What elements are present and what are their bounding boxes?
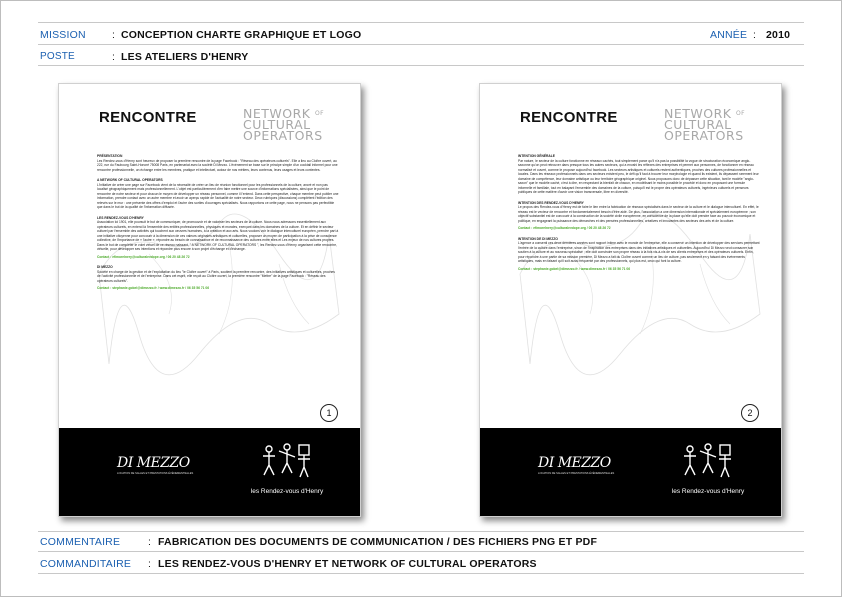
page-title: RENCONTRE <box>520 109 618 126</box>
divider <box>38 531 804 532</box>
rendez-vous-wordmark: les Rendez-vous d'Henry <box>671 488 745 495</box>
colon: : <box>148 558 151 570</box>
section-heading: INTENTION DES RENDEZ-VOUS D'HENRY <box>518 200 584 205</box>
rendez-vous-logo <box>658 441 758 495</box>
year-value: 2010 <box>766 29 791 41</box>
contact-line: Contact : stephanie.gobel@dimezzo.fr / www.dimezzo.fr / 06 35 56 71 06 <box>518 266 631 271</box>
colon: : <box>112 29 115 41</box>
logo-line: CULTURAL <box>664 117 732 132</box>
divider <box>38 551 804 552</box>
logo-line: NETWORK <box>664 106 732 121</box>
section-heading: A NETWORK OF CULTURAL OPERATORS <box>97 178 163 182</box>
flyer-footer <box>59 431 360 516</box>
dimezzo-logo <box>117 457 193 475</box>
page-number: 2 <box>741 404 759 422</box>
section-text: L'initiative de créer une page sur Facebook vient de la nécessité de créer un lieu de réunion fonctionnel pour les professionnels de la culture, ancré et non pas localisé géographiquement mais professionnellement. L'objet est particulièrement d'en faire mettre une source d'informations spécialisées, ainsi que le point de rencontre de notre secteur et pour chacun le moyen de développer un réseau personnel, comme il l'entend. Dans cette perspective, chaque membre peut publier une information, prendre contact avec un autre membre et avoir un aperçu rapide de l'actualité de notre secteur. Deux rubriques (discussions) complètent l'édition des relevés sur le mur : une présente des offres d'emploi et l'autre des sorties d'ouvrages spécialisés. Nous rapportons ce cette page, nous ne pensons pas perfectible que dans le but de la qualité de l'information diffusée. <box>97 182 339 209</box>
colon: : <box>148 536 151 548</box>
colon: : <box>112 51 115 63</box>
section-heading: INTENTION GÉNÉRALE <box>518 154 555 158</box>
rendez-vous-wordmark: les Rendez-vous d'Henry <box>250 488 324 495</box>
network-logo <box>664 108 745 141</box>
mission-value: CONCEPTION CHARTE GRAPHIQUE ET LOGO <box>121 29 362 41</box>
section-text: L'agence a consenti ces deux dernières années sont rapport intime avec le monde de l'entreprise, elle a conservé un intention de développer des services permettant l'entrée de la culture dans l'entreprise, sinon de l'inspiration des entreprises dans des initiatives artistiques et culturelles. Aujourd'hui Di Mezzo veut consacrer son soutien à la culture et au nouveau spécialisé ; elle doit construire son propre réseau à la fois vis-à-vis de ses clients entreprises et des opérateurs culturels. Enfin, pour répondre à une partie de sa mission première, Di Mezzo a fait du Cloître ouvert comme un lieu de culture, pas seulement en y faisant des événements artistiques, mais en faisant qu'il soit aussi fréquenté par des professionnels, qui plus est, ceux qui font la culture. <box>518 241 760 263</box>
section-text: Les Rendez-vous d'Henry sont heureux de proposer la première rencontre de la page Facebook : "Réseau des opérateurs culturels". Elle a lieu au Cloître ouvert, au 222, rue du Faubourg Saint-Honoré 75008 Paris, en partenariat avec la société Di Mezzo. L'événement se base sur le principe simple d'un cocktail informel pour une rencontre professionnelle, un échange entre les membres, pratique et intellectuel, autour de nos métiers, leurs contenus, leurs usages et leurs contextes. <box>97 158 338 172</box>
dimezzo-wordmark: DI MEZZO <box>117 455 190 471</box>
dimezzo-tagline: LOCATION DE SALLES ET PRESTATIONS ÉVÉNEMENTIELLES <box>538 472 615 475</box>
dimezzo-tagline: LOCATION DE SALLES ET PRESTATIONS ÉVÉNEMENTIELLES <box>117 472 194 475</box>
logo-line: CULTURAL <box>243 117 311 132</box>
poste-label: POSTE <box>40 51 75 62</box>
section-heading: PRÉSENTATION <box>97 154 123 158</box>
commanditaire-label: COMMANDITAIRE <box>40 558 132 570</box>
page-body <box>97 154 339 291</box>
dancing-figures-icon <box>257 441 317 481</box>
network-logo <box>243 108 324 141</box>
page-body <box>518 154 760 271</box>
commentaire-value: FABRICATION DES DOCUMENTS DE COMMUNICATION / DES FICHIERS PNG ET PDF <box>158 536 598 548</box>
rendez-vous-logo <box>237 441 337 495</box>
commentaire-label: COMMENTAIRE <box>40 536 121 548</box>
section-text: Par nature, le secteur de la culture fonctionne en réseaux cachés, tout simplement parce qu'il n'a pas la possibilité la vogue de structuration économique anglo-saxonne qu'on peut retrouver dans presque tous les autres secteurs, qui a envahi les réflexes des entreprises et permet aux personnes, de fonctionner en réseau normalisé et ouvert, comme le propose aujourd'hui facebook. Les secteurs artistiques et culturels restent authentiques, proches des cultures professionnelles et locales. Dans les réseaux professionnels dans ces secteurs existent peu, le défi qu'il faut à trouver leur morphologie et quand ils existent, ils dépassent rarement leur domaine de compétence, leur domaine artistique ou leur territoire géographique originel. Nous proposons donc de dépasser cette situation, tant le modèle "anglo-saxon" que le modèle caché, c'est à dire, en respectant la bienfait de chacun, en modélisant le moins possible le procédé et donc en proposant une formule informelle et familiale, tout en balayant l'ensemble des domaines de la culture, puisqu'il est le propre des opérateurs culturels, ingénieurs culturels et penseurs publiques de cette matière d'avoir une vision transversale, libre en diversité. <box>518 158 759 194</box>
flyer-page-1 <box>58 83 361 517</box>
logo-of: OF <box>735 110 746 117</box>
colon: : <box>753 29 756 41</box>
year-label: ANNÉE <box>710 29 748 41</box>
poste-value: LES ATELIERS D'HENRY <box>121 51 249 63</box>
flyer-footer <box>480 431 781 516</box>
logo-of: OF <box>314 110 325 117</box>
contact-line: Contact : stephanie.gobel@dimezzo.fr / www.dimezzo.fr / 06 35 56 71 06 <box>97 286 210 290</box>
section-text: Le propos des Rendez-vous d'Henry est de faire le lien entre la fabrication de réseaux spécialisés dans le secteur de la culture et le dialogue interculturel. En effet, le réseau est le vecteur de rencontre et fondamentalement besoin d'être aidé. De plus, l'association a une dimension internationale et spécialement européenne ; son objectif substantiel est de concourir à la construction de la société civile européenne, en conscience de la place qu'elle doit prendre face au pouvoir économique et politique, en engageant la puissance des démarches et des pensées professionnelles, créatives et innovantes des secteurs des arts et de la culture. <box>518 205 759 223</box>
section-heading: DI MEZZO <box>97 265 113 269</box>
section-text: Association loi 1901, elle poursuit le but de communiquer, de promouvoir et de valoriser les secteurs de la culture. Nous nous adressons essentiellement aux opérateurs culturels, en entend là l'ensemble des entités professionnelles, physiques et morales, exerçant dans les domaines de la culture. Et en définir le secteur culturel par l'ensemble des activités qui touchent aux oeuvres humaines, à la création et aux arts. Nous voulons voir le dialogue interculturel européen, prendre part à une initiative citoyenne pour concourir à la dimension de ces valeurs originales artistiques et culturelles, proposer un moyen de participation à la prise de conscience collective, de l'importance de « l'autre », répondre au besoin de connaissance et de reconnaissance des cultures entre elles et Les enjeux de nos cultures propres. Dans le but de compléter le volet virtuel de ce réseau naissant, " A NETWORK OF CULTURAL OPERATORS ", les Rendez-vous d'Henry organisent cette rencontre, virtuelle, pour développer ses intentions et répondre plus encore à son projet d'échange et d'échange. <box>97 220 339 251</box>
page-title: RENCONTRE <box>99 109 197 126</box>
divider <box>38 44 804 45</box>
dancing-figures-icon <box>678 441 738 481</box>
contact-line: Contact : efimorelnery@culturalevdope.org / 06 20 48 26 72 <box>97 254 190 259</box>
divider <box>38 573 804 574</box>
divider <box>38 22 804 23</box>
divider <box>38 65 804 66</box>
section-heading: LES RENDEZ-VOUS D'HENRY <box>97 215 144 220</box>
logo-line: NETWORK <box>243 106 311 121</box>
logo-line: OPERATORS <box>664 128 744 143</box>
dimezzo-wordmark: DI MEZZO <box>538 455 611 471</box>
flyer-page-2 <box>479 83 782 517</box>
page-number: 1 <box>320 404 338 422</box>
logo-line: OPERATORS <box>243 128 323 143</box>
section-text: Société en charge de la gestion et de l'exploitation du lieu "le Cloître ouvert" à Paris, soutient la première rencontre, des initiatives artistiques et culturelles, proches de l'activité professionnelle et de l'entreprise. Dans cet esprit, elle reçoit au Cloître ouvert, la première rencontre "Mettre" de la page Facebook : "Réseau des opérateurs culturels". <box>97 269 335 283</box>
contact-line: Contact : efimorelnery@culturalevdope.org / 06 20 48 26 72 <box>518 226 611 230</box>
dimezzo-logo <box>538 457 614 475</box>
commanditaire-value: LES RENDEZ-VOUS D'HENRY ET NETWORK OF CULTURAL OPERATORS <box>158 558 537 570</box>
section-heading: INTENTION DE DI MEZZO <box>518 236 558 241</box>
mission-label: MISSION <box>40 29 86 41</box>
